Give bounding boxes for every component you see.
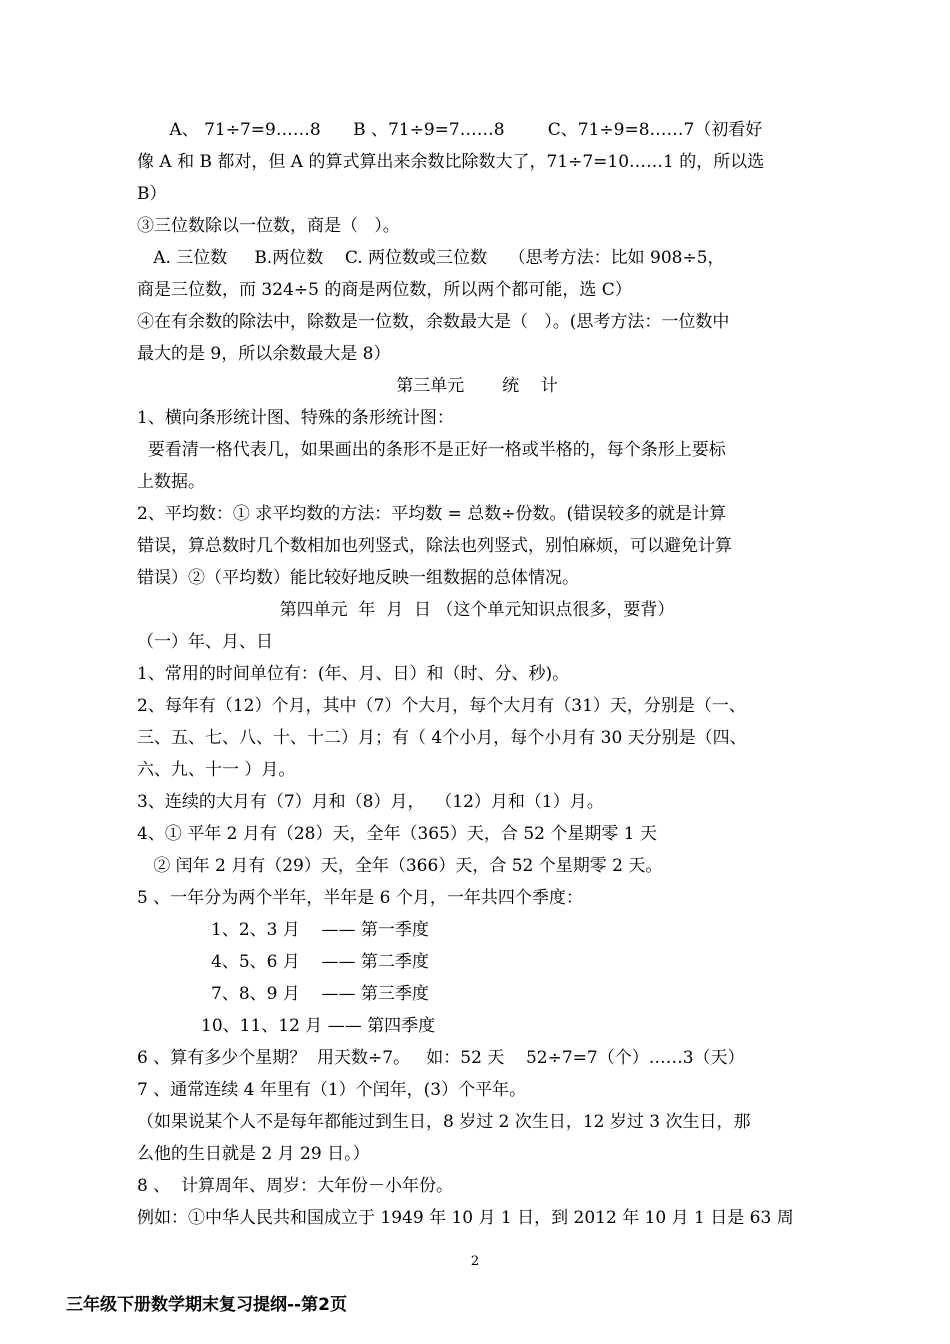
text-line: 8 、 计算周年、周岁：大年份－小年份。 [137,1176,454,1196]
text-line: 例如：①中华人民共和国成立于 1949 年 10 月 1 日，到 2012 年 10 月 1 日是 63 周 [137,1208,794,1228]
page-number: 2 [470,1254,480,1269]
text-line: 错误）②（平均数）能比较好地反映一组数据的总体情况。 [137,568,579,588]
section-heading-unit-4: 第四单元 年 月 日 （这个单元知识点很多，要背） [279,600,675,620]
text-line: 5 、一年分为两个半年，半年是 6 个月，一年共四个季度： [137,888,583,908]
text-line: （如果说某个人不是每年都能过到生日，8 岁过 2 次生日，12 岁过 3 次生日，那 [137,1112,751,1132]
text-line: 上数据。 [137,472,205,492]
text-line: （一）年、月、日 [137,632,273,652]
text-line: 六、九、十一 ）月。 [137,760,296,780]
text-line: 商是三位数，而 324÷5 的商是两位数，所以两个都可能，选 C） [137,280,632,300]
text-line: 最大的是 9，所以余数最大是 8） [137,344,391,364]
text-line: ③三位数除以一位数，商是（ ）。 [137,216,400,236]
section-heading-unit-3: 第三单元 统 计 [396,376,558,396]
text-line: A. 三位数 B.两位数 C. 两位数或三位数 （思考方法：比如 908÷5， [137,248,725,268]
text-line: ④在有余数的除法中，除数是一位数，余数最大是（ ）。(思考方法：一位数中 [137,312,730,332]
text-line: 3、连续的大月有（7）月和（8）月， （12）月和（1）月。 [137,792,604,812]
text-line: 2、平均数：① 求平均数的方法：平均数 = 总数÷份数。(错误较多的就是计算 [137,504,727,524]
text-line: 么他的生日就是 2 月 29 日。） [137,1144,370,1164]
text-line: A、 71÷7=9……8 B 、71÷9=7……8 C、71÷9=8……7（初看好 [137,120,763,140]
text-line: B） [137,184,167,204]
text-line: 错误，算总数时几个数相加也列竖式，除法也列竖式，别怕麻烦，可以避免计算 [137,536,732,556]
season-row: 7、8、9 月 —— 第三季度 [211,984,429,1004]
text-line: 像 A 和 B 都对，但 A 的算式算出来余数比除数大了，71÷7=10……1 的，所以选 [137,152,765,172]
page-footer: 三年级下册数学期末复习提纲--第2页 [66,1295,347,1315]
text-line: 2、每年有（12）个月，其中（7）个大月，每个大月有（31）天，分别是（一、 [137,696,746,716]
text-line: 要看清一格代表几，如果画出的条形不是正好一格或半格的，每个条形上要标 [137,440,726,460]
season-row: 1、2、3 月 —— 第一季度 [211,920,429,940]
season-row: 4、5、6 月 —— 第二季度 [211,952,429,972]
season-row: 10、11、12 月 —— 第四季度 [201,1016,436,1036]
text-line: 4、① 平年 2 月有（28）天，全年（365）天，合 52 个星期零 1 天 [137,824,657,844]
text-line: 1、常用的时间单位有：(年、月、日）和（时、分、秒)。 [137,664,570,684]
text-line: ② 闰年 2 月有（29）天，全年（366）天，合 52 个星期零 2 天。 [137,856,663,876]
page-body [137,114,817,1234]
text-line: 1、横向条形统计图、特殊的条形统计图： [137,408,454,428]
text-line: 三、五、七、八、十、十二）月；有（ 4个小月，每个小月有 30 天分别是（四、 [137,728,747,748]
text-line: 7 、通常连续 4 年里有（1）个闰年，(3）个平年。 [137,1080,527,1100]
text-line: 6 、算有多少个星期？ 用天数÷7。 如：52 天 52÷7=7（个）……3（天） [137,1048,745,1068]
